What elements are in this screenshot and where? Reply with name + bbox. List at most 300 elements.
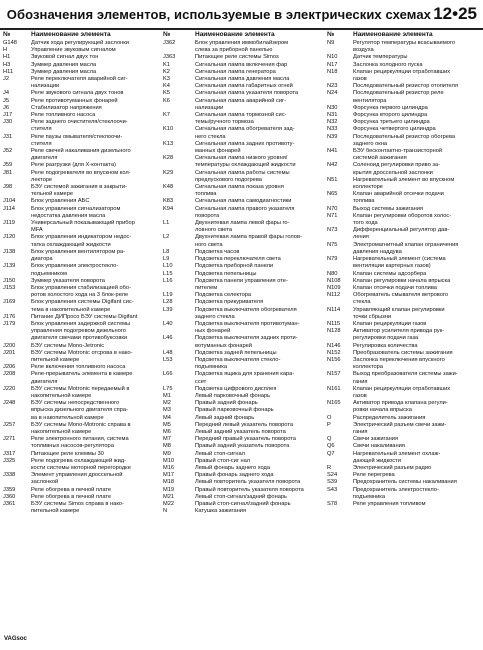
element-description: предпускового подогрева xyxy=(195,176,262,183)
element-code xyxy=(3,242,31,249)
element-code xyxy=(327,458,353,465)
legend-row xyxy=(163,458,325,465)
legend-row xyxy=(3,177,161,184)
legend-row xyxy=(163,119,325,126)
element-code: S24 xyxy=(327,472,338,479)
element-description: Сигнальная лампа включения фар xyxy=(195,61,288,68)
legend-row xyxy=(3,62,161,69)
element-description: Электромагнитный клапан ограничения xyxy=(353,241,459,248)
legend-row xyxy=(3,76,161,83)
legend-row xyxy=(327,343,481,350)
element-code: M4 xyxy=(163,414,171,421)
element-code: L19 xyxy=(163,292,173,299)
element-code: J176 xyxy=(3,313,16,320)
legend-row xyxy=(3,198,161,205)
element-description: Подсветка селектора xyxy=(195,292,252,299)
element-description: крытия дроссельной заслонки xyxy=(353,169,433,176)
element-description: двигателя xyxy=(31,378,58,385)
element-description: ловного света xyxy=(195,227,233,234)
element-code: J17 xyxy=(3,112,13,119)
element-code xyxy=(163,379,195,386)
element-description: гания xyxy=(353,378,368,385)
element-description: Дифференциальный регулятор дав- xyxy=(353,227,450,234)
element-code: J338 xyxy=(3,472,16,479)
element-description: накопительной камере xyxy=(31,428,92,435)
element-code xyxy=(327,249,353,256)
element-code xyxy=(3,141,31,148)
element-description: татка охлаждающей жидкости xyxy=(31,241,111,248)
element-code: S43 xyxy=(327,486,338,493)
legend-row xyxy=(163,451,325,458)
element-description: Датчик хода регулирующей заслонки xyxy=(31,40,129,46)
element-description: Реле свечей накаливания дизельного xyxy=(31,148,131,155)
element-code: M19 xyxy=(163,486,175,493)
legend-row xyxy=(327,501,481,508)
element-description: Левый задний указатель поворота xyxy=(195,428,286,435)
element-description: манных фонарей xyxy=(195,148,241,155)
element-code xyxy=(3,393,31,400)
element-code: M9 xyxy=(163,450,171,457)
element-code: M7 xyxy=(163,436,171,443)
element-code: J257 xyxy=(3,421,16,428)
legend-row xyxy=(163,357,325,364)
element-description: стителя xyxy=(31,140,52,147)
element-description: заслонкой xyxy=(31,479,59,486)
element-description: Правый задний указатель поворота xyxy=(195,443,290,450)
element-description: MFA xyxy=(31,227,43,234)
element-description: давления наддува xyxy=(353,248,402,255)
element-description: Стабилизатор напряжения xyxy=(31,104,102,111)
legend-row xyxy=(3,472,161,479)
legend-row xyxy=(327,364,481,371)
legend-row xyxy=(163,220,325,227)
element-description: Элемент управления дроссельной xyxy=(31,472,123,479)
element-code xyxy=(163,285,195,292)
element-code: M3 xyxy=(163,407,171,414)
element-code: J317 xyxy=(3,450,16,457)
legend-row xyxy=(3,112,161,119)
element-description: Сигнальная лампа работы системы xyxy=(195,169,290,176)
element-code xyxy=(327,98,353,105)
legend-row xyxy=(163,40,325,47)
element-description: недостатка давления масла xyxy=(31,212,106,219)
element-code: L10 xyxy=(163,263,173,270)
element-code: M18 xyxy=(163,479,175,486)
legend-row xyxy=(163,112,325,119)
legend-row xyxy=(163,307,325,314)
legend-row xyxy=(327,271,481,278)
element-code xyxy=(327,76,353,83)
legend-row xyxy=(327,184,481,191)
legend-row xyxy=(3,162,161,169)
element-description: Форсунка первого цилиндра xyxy=(353,104,428,111)
column-header-name: Наименование элемента xyxy=(195,31,275,38)
legend-row xyxy=(163,335,325,342)
element-description: Форсунка третьего цилиндра xyxy=(353,119,430,126)
element-code xyxy=(163,177,195,184)
element-code: J138 xyxy=(3,248,16,255)
legend-row xyxy=(3,263,161,270)
element-code: N65 xyxy=(327,191,338,198)
element-code xyxy=(163,314,195,321)
legend-row xyxy=(327,234,481,241)
legend-row xyxy=(163,234,325,241)
element-description: Двухнитевая лампа правой фары голов- xyxy=(195,234,302,241)
legend-row xyxy=(3,213,161,220)
legend-row xyxy=(163,263,325,270)
element-code xyxy=(163,119,195,126)
element-description: Подсветка выключателя задних проти- xyxy=(195,335,298,342)
legend-row xyxy=(327,422,481,429)
element-description: системой зажигания xyxy=(353,155,407,162)
legend-row xyxy=(327,170,481,177)
element-code xyxy=(3,191,31,198)
legend-row xyxy=(327,126,481,133)
element-description: Подсветка часов xyxy=(195,248,240,255)
element-code xyxy=(327,184,353,191)
element-code: N70 xyxy=(327,205,338,212)
legend-row xyxy=(163,508,325,515)
element-code xyxy=(327,364,353,371)
element-description: ных фонарей xyxy=(195,328,231,335)
element-description: Блок управления индикатором недос- xyxy=(31,234,132,241)
legend-row xyxy=(3,170,161,177)
element-code xyxy=(163,148,195,155)
element-description: Предохранитель системы накаливания xyxy=(353,479,457,486)
element-description: Правый парковочный фонарь xyxy=(195,407,274,414)
legend-row xyxy=(327,141,481,148)
element-code: S78 xyxy=(327,501,338,507)
legend-row xyxy=(163,62,325,69)
element-description: топливных насосов-регулятора xyxy=(31,443,114,450)
element-description: гания xyxy=(353,428,368,435)
legend-row xyxy=(3,415,161,422)
legend-row xyxy=(163,191,325,198)
element-code xyxy=(163,47,195,54)
element-code: N73 xyxy=(327,227,338,234)
element-description: Датчик температуры xyxy=(353,54,408,61)
element-description: ления xyxy=(353,234,369,241)
element-code: K13 xyxy=(163,140,174,147)
element-description: двигателя xyxy=(31,155,58,162)
element-description: Питание ДИПросо БЭУ системы Digifant xyxy=(31,313,138,320)
element-code: J52 xyxy=(3,148,13,155)
element-description: Клапан аварийной отсечки подачи xyxy=(353,191,444,198)
legend-row xyxy=(327,119,481,126)
element-code: N51 xyxy=(327,176,338,183)
legend-row xyxy=(3,285,161,292)
element-description: пителем xyxy=(195,284,218,291)
element-code xyxy=(3,357,31,364)
element-code: Q xyxy=(327,436,332,443)
legend-row xyxy=(163,198,325,205)
element-code xyxy=(327,263,353,270)
element-code xyxy=(3,328,31,335)
element-description: Катушка зажигания xyxy=(195,508,247,515)
legend-row xyxy=(3,206,161,213)
legend-row xyxy=(3,191,161,198)
element-description: нализации xyxy=(31,83,60,90)
legend-row xyxy=(327,76,481,83)
element-description: Реле переключателя аварийной сиг- xyxy=(31,76,128,83)
element-description: Клапан регулировки оборотов холос- xyxy=(353,212,452,219)
element-description: Активатор привода клапана регули- xyxy=(353,400,448,407)
legend-row xyxy=(327,256,481,263)
legend-row xyxy=(327,191,481,198)
element-description: ва в накопительной камере xyxy=(31,414,104,421)
legend-row xyxy=(327,83,481,90)
legend-row xyxy=(3,407,161,414)
element-description: БЭУ системы Motronic отсрова в нако- xyxy=(31,349,133,356)
element-description: Нагревательный элемент во впускном xyxy=(353,176,455,183)
page-number: 12•25 xyxy=(433,4,477,23)
element-description: Блок управления стабилизацией обо- xyxy=(31,284,131,291)
element-description: Распределитель зажигания xyxy=(353,414,426,421)
element-code xyxy=(3,479,31,486)
legend-row xyxy=(163,141,325,148)
legend-row xyxy=(3,278,161,285)
legend-row xyxy=(327,148,481,155)
legend-row xyxy=(327,112,481,119)
legend-row xyxy=(163,371,325,378)
element-code: L8 xyxy=(163,248,170,255)
element-code: N157 xyxy=(327,371,341,378)
element-code: N75 xyxy=(327,241,338,248)
legend-row xyxy=(3,242,161,249)
element-description: Подсветка цифрового дисплея xyxy=(195,385,277,392)
element-description: Последовательный резистор отопителя xyxy=(353,83,458,90)
element-description: Управление звуковым сигналом xyxy=(31,47,116,54)
element-description: БЭУ системы непосредственного xyxy=(31,400,120,407)
legend-row xyxy=(327,357,481,364)
element-code: K5 xyxy=(163,90,170,97)
legend-row xyxy=(3,155,161,162)
element-code: N115 xyxy=(327,320,341,327)
element-code: N39 xyxy=(327,133,338,140)
legend-row xyxy=(327,292,481,299)
legend-row xyxy=(163,314,325,321)
element-code: N41 xyxy=(327,148,338,155)
legend-row xyxy=(163,83,325,90)
legend-row xyxy=(163,487,325,494)
legend-row xyxy=(3,184,161,191)
element-description: Клапан отсечки подачи топлива xyxy=(353,284,437,291)
legend-row xyxy=(327,69,481,76)
element-code: J150 xyxy=(3,277,16,284)
element-code: J325 xyxy=(3,457,16,464)
element-description: Заслонка переключения впускного xyxy=(353,356,445,363)
legend-row xyxy=(327,62,481,69)
element-code: N24 xyxy=(327,90,338,97)
element-description: точки сбрызни xyxy=(353,313,392,320)
element-code: N108 xyxy=(327,277,341,284)
element-code xyxy=(3,415,31,422)
column-header-name: Наименование элемента xyxy=(31,31,111,38)
element-description: Выход преобразователя системы зажи- xyxy=(353,371,458,378)
element-description: того хода xyxy=(353,220,378,227)
element-code xyxy=(327,155,353,162)
element-code: J200 xyxy=(3,342,16,349)
element-description: газов xyxy=(353,392,367,399)
element-description: Левый парковочный фонарь xyxy=(195,392,271,399)
element-description: ровки начала впрыска xyxy=(353,407,412,414)
element-description: БЭУ системы Mono-Motronic справа в xyxy=(31,421,131,428)
element-description: Левый стоп-сигнал/задний фонарь xyxy=(195,493,288,500)
legend-row xyxy=(163,379,325,386)
element-code: N23 xyxy=(327,83,338,90)
legend-row xyxy=(3,328,161,335)
legend-row xyxy=(327,90,481,97)
element-description: Питающее реле системы Simos xyxy=(195,54,279,61)
element-code: J201 xyxy=(3,349,16,356)
element-code: J271 xyxy=(3,436,16,443)
legend-row xyxy=(163,343,325,350)
element-code: N71 xyxy=(327,212,338,219)
legend-row xyxy=(163,479,325,486)
element-code xyxy=(327,429,353,436)
element-code xyxy=(3,335,31,342)
element-description: Сигнальная лампа тормозной сис- xyxy=(195,112,287,119)
element-code xyxy=(3,407,31,414)
element-code: M8 xyxy=(163,443,171,450)
legend-row xyxy=(163,465,325,472)
element-description: Электрический разъем радио xyxy=(353,464,432,471)
element-code xyxy=(3,177,31,184)
legend-row xyxy=(3,451,161,458)
column-header xyxy=(163,30,325,40)
element-description: топлива xyxy=(195,191,217,198)
element-description: Клапан регулировки начала впрыска xyxy=(353,277,451,284)
element-code: N30 xyxy=(327,104,338,111)
element-code: L46 xyxy=(163,335,173,342)
legend-column-3 xyxy=(327,30,481,630)
element-description: Реле включения топливного насоса xyxy=(31,364,126,371)
element-description: двигателя свечами противобуксовки xyxy=(31,335,128,342)
legend-row xyxy=(327,407,481,414)
element-code: K94 xyxy=(163,205,174,212)
element-code: K6 xyxy=(163,97,170,104)
element-code xyxy=(327,141,353,148)
legend-row xyxy=(163,501,325,508)
element-code xyxy=(3,271,31,278)
element-description: тельной камере xyxy=(31,191,74,198)
element-code: J6 xyxy=(3,104,10,111)
element-code: K3 xyxy=(163,76,170,83)
legend-row xyxy=(163,472,325,479)
element-description: Сигнальная лампа давления масла xyxy=(195,76,290,83)
element-code xyxy=(3,307,31,314)
legend-row xyxy=(163,206,325,213)
element-description: Блок управления АБС xyxy=(31,198,90,205)
element-description: Зуммер давления масла xyxy=(31,68,97,75)
element-code xyxy=(327,335,353,342)
element-description: Реле обогрева в печной плате xyxy=(31,486,112,493)
element-description: ссет xyxy=(195,378,207,385)
element-description: БЭУ системой зажигания в закрыти- xyxy=(31,184,127,191)
element-code: J98 xyxy=(3,184,13,191)
legend-row xyxy=(163,54,325,61)
element-description: кости системы моторной перегородке xyxy=(31,464,131,471)
legend-row xyxy=(327,285,481,292)
legend-row xyxy=(327,328,481,335)
legend-row xyxy=(327,54,481,61)
legend-row xyxy=(3,292,161,299)
legend-row xyxy=(327,177,481,184)
element-description: Левый фонарь заднего хода xyxy=(195,464,271,471)
element-code: O xyxy=(327,414,332,421)
element-description: Нагревательный элемент (система xyxy=(353,256,446,263)
legend-row xyxy=(3,98,161,105)
legend-row xyxy=(163,90,325,97)
legend-row xyxy=(327,494,481,501)
element-code: H3 xyxy=(3,61,11,68)
legend-row xyxy=(163,170,325,177)
element-code: M22 xyxy=(163,501,175,507)
legend-row xyxy=(327,105,481,112)
element-code: N33 xyxy=(327,126,338,133)
element-code: N112 xyxy=(327,292,341,299)
column-header xyxy=(327,30,481,40)
element-code xyxy=(327,393,353,400)
element-code xyxy=(327,494,353,501)
legend-row xyxy=(163,76,325,83)
legend-row xyxy=(3,271,161,278)
legend-row xyxy=(3,256,161,263)
element-code: M1 xyxy=(163,392,171,399)
element-description: Нагревательный элемент охлаж- xyxy=(353,450,441,457)
element-code: S39 xyxy=(327,479,338,486)
element-code: L66 xyxy=(163,371,173,378)
legend-row xyxy=(327,40,481,47)
element-description: стителя xyxy=(31,126,52,133)
element-description: Свечи зажигания xyxy=(353,436,399,443)
element-description: Управляющий клапан регулировки xyxy=(353,306,445,313)
legend-row xyxy=(327,458,481,465)
element-code: J120 xyxy=(3,234,16,241)
element-code: P xyxy=(327,421,331,428)
element-description: Сигнальная лампа обогревателя зад- xyxy=(195,126,295,133)
legend-row xyxy=(3,134,161,141)
element-description: БЭУ системы Mono-Jetronic xyxy=(31,342,105,349)
column-header-code: № xyxy=(163,31,171,38)
element-code: K4 xyxy=(163,83,170,90)
element-description: Подсветка приборной панели xyxy=(195,263,274,270)
element-description: Регулятор температуры всасываемого xyxy=(353,40,456,46)
element-description: диатора xyxy=(31,256,53,263)
element-description: темы/ручного тормоза xyxy=(195,119,254,126)
element-code: J2 xyxy=(3,76,10,83)
element-code xyxy=(163,227,195,234)
element-code: L40 xyxy=(163,320,173,327)
legend-row xyxy=(163,494,325,501)
element-code: H xyxy=(3,47,8,54)
element-description: Блок управления вентилятором ра- xyxy=(31,248,126,255)
element-description: Левый задний фонарь xyxy=(195,414,255,421)
legend-row xyxy=(163,98,325,105)
element-description: подъемника xyxy=(195,364,228,371)
legend-row xyxy=(327,379,481,386)
element-description: Зуммер указателя поворота xyxy=(31,277,105,284)
legend-row xyxy=(3,343,161,350)
element-code: K48 xyxy=(163,184,174,191)
element-code xyxy=(3,292,31,299)
element-description: Зуммер давления масла xyxy=(31,61,97,68)
element-code xyxy=(327,198,353,205)
element-description: Электрический разъем свечи зажи- xyxy=(353,421,447,428)
element-code: K29 xyxy=(163,169,174,176)
legend-row xyxy=(163,256,325,263)
legend-row xyxy=(327,321,481,328)
